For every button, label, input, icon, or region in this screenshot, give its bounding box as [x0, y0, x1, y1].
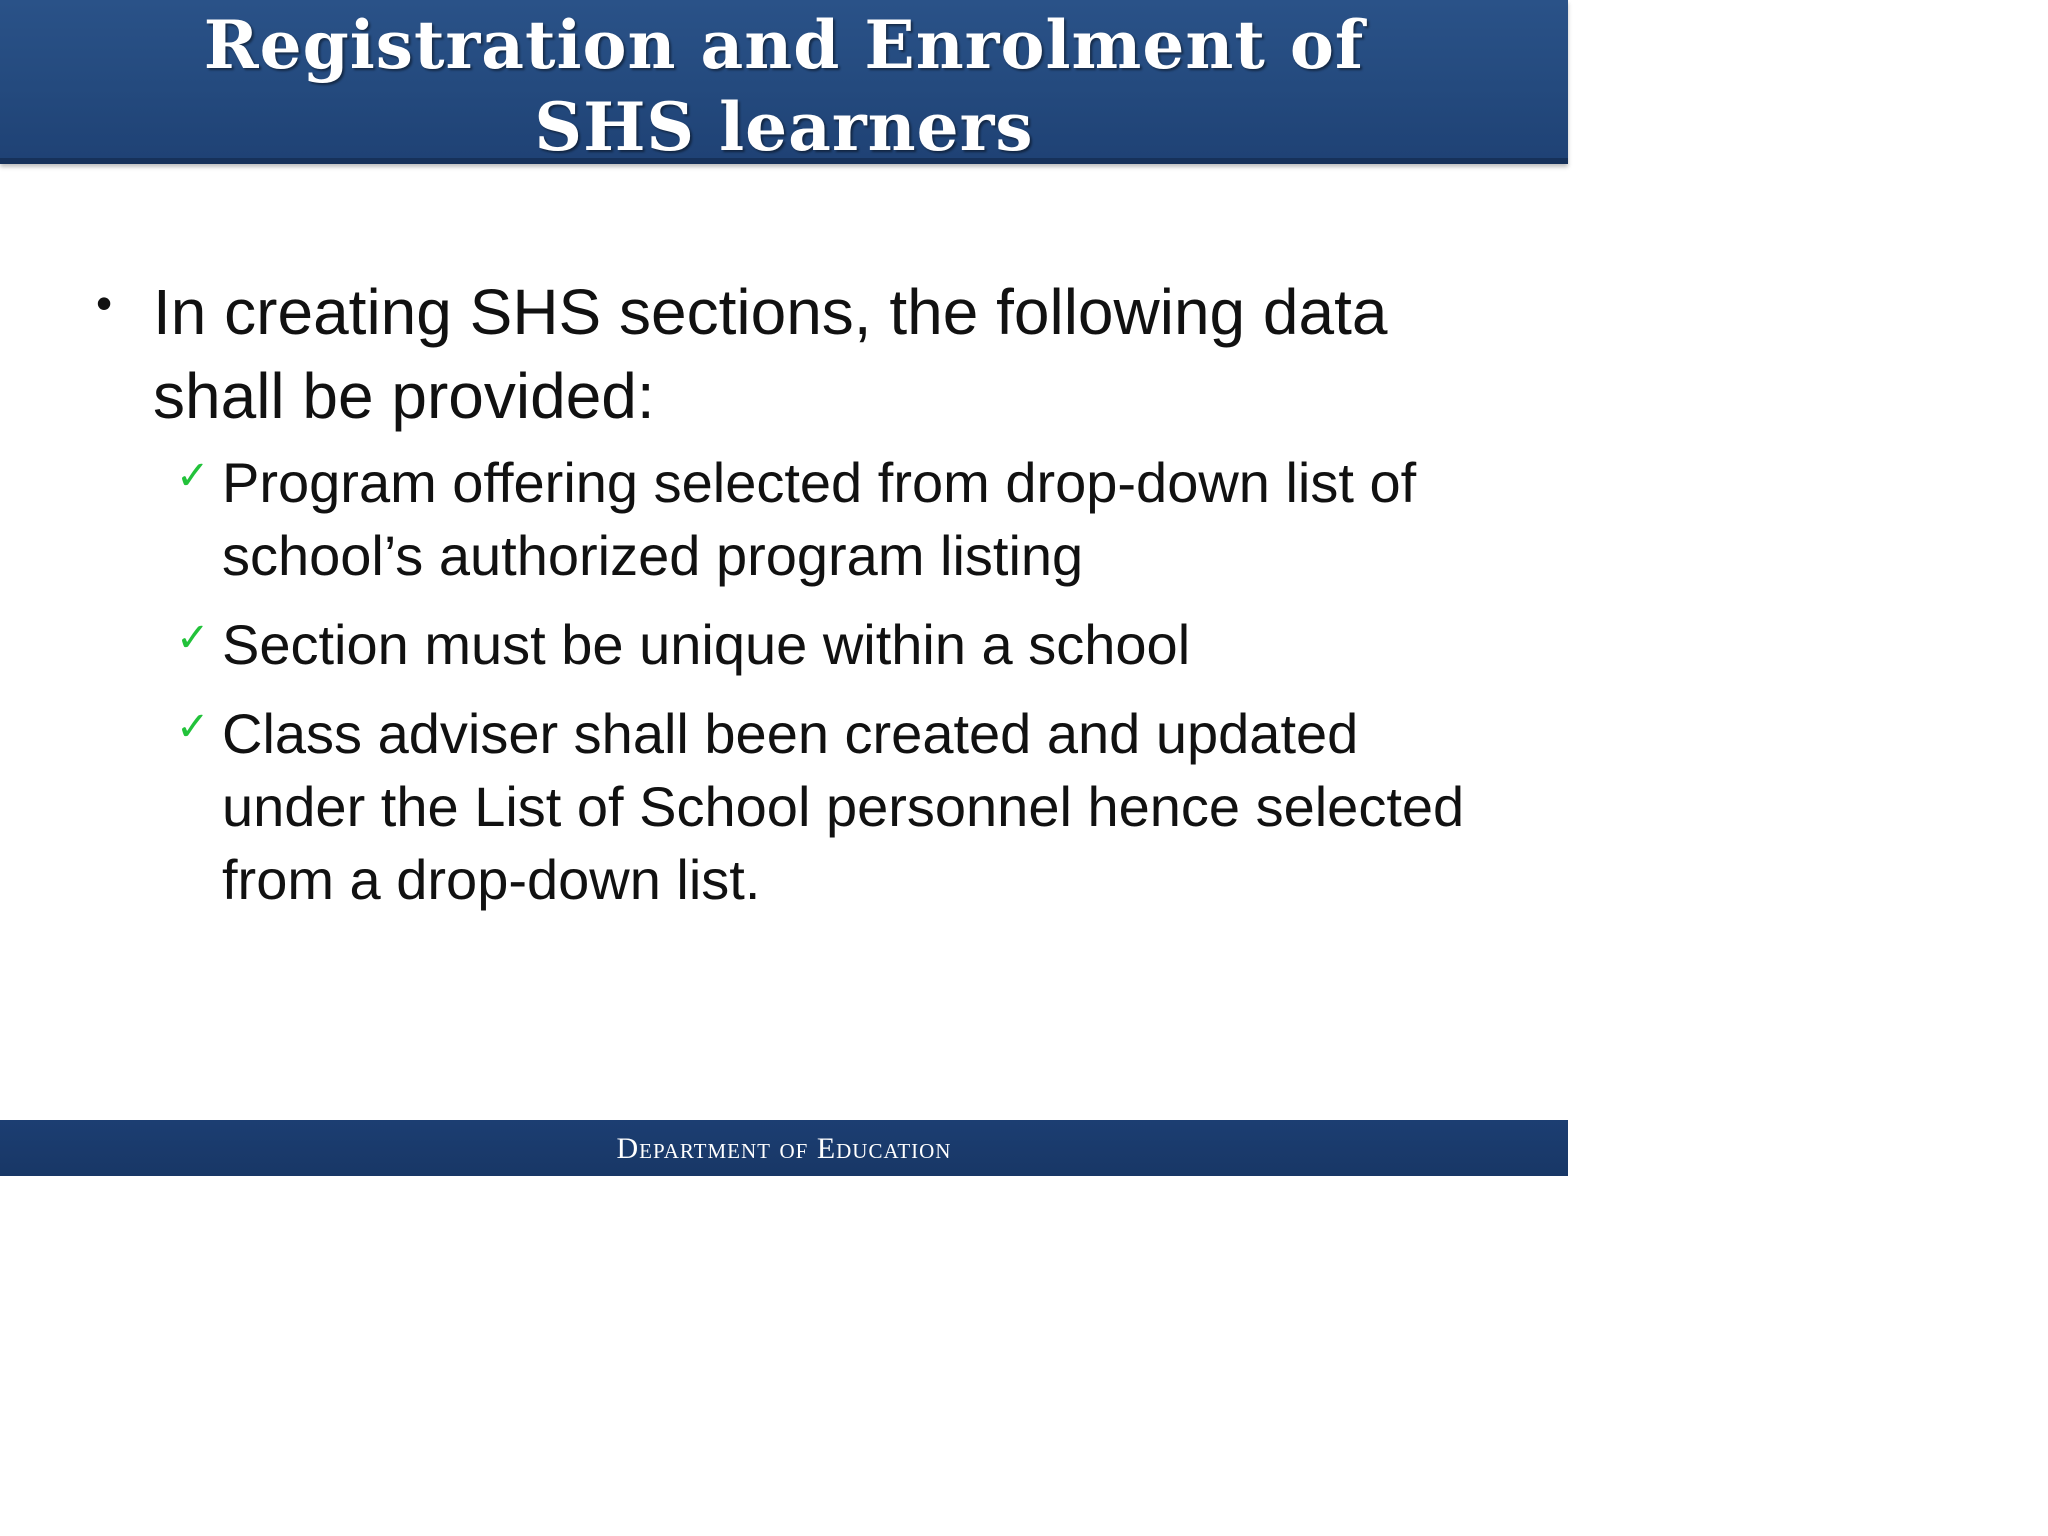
sub-bullet-item: [176, 446, 1496, 592]
sub-bullet-item: [176, 697, 1496, 916]
sub-bullet-text: Section must be unique within a school: [222, 613, 1191, 676]
sub-bullet-text: Class adviser shall been created and updated under the List of School personnel hence selected from a drop-down list.: [222, 702, 1465, 911]
slide-title-line-1: Registration and Enrolment of: [203, 6, 1365, 84]
slide-title: [0, 4, 1568, 168]
sub-bullet-text: Program offering selected from drop-down list of school’s authorized program listing: [222, 451, 1417, 587]
checkmark-icon: ✓: [176, 453, 210, 499]
sub-bullet-item: [176, 608, 1496, 681]
checkmark-icon: ✓: [176, 615, 210, 661]
bullet-dot-icon: •: [96, 277, 113, 329]
slide-title-line-2: SHS learners: [534, 88, 1034, 166]
footer-band: [0, 1120, 1568, 1176]
sub-bullet-list: [176, 446, 1496, 932]
footer-organization: Department of Education: [616, 1132, 952, 1165]
checkmark-icon: ✓: [176, 704, 210, 750]
header-band: [0, 0, 1568, 164]
main-bullet-text: In creating SHS sections, the following data shall be provided:: [153, 276, 1388, 432]
